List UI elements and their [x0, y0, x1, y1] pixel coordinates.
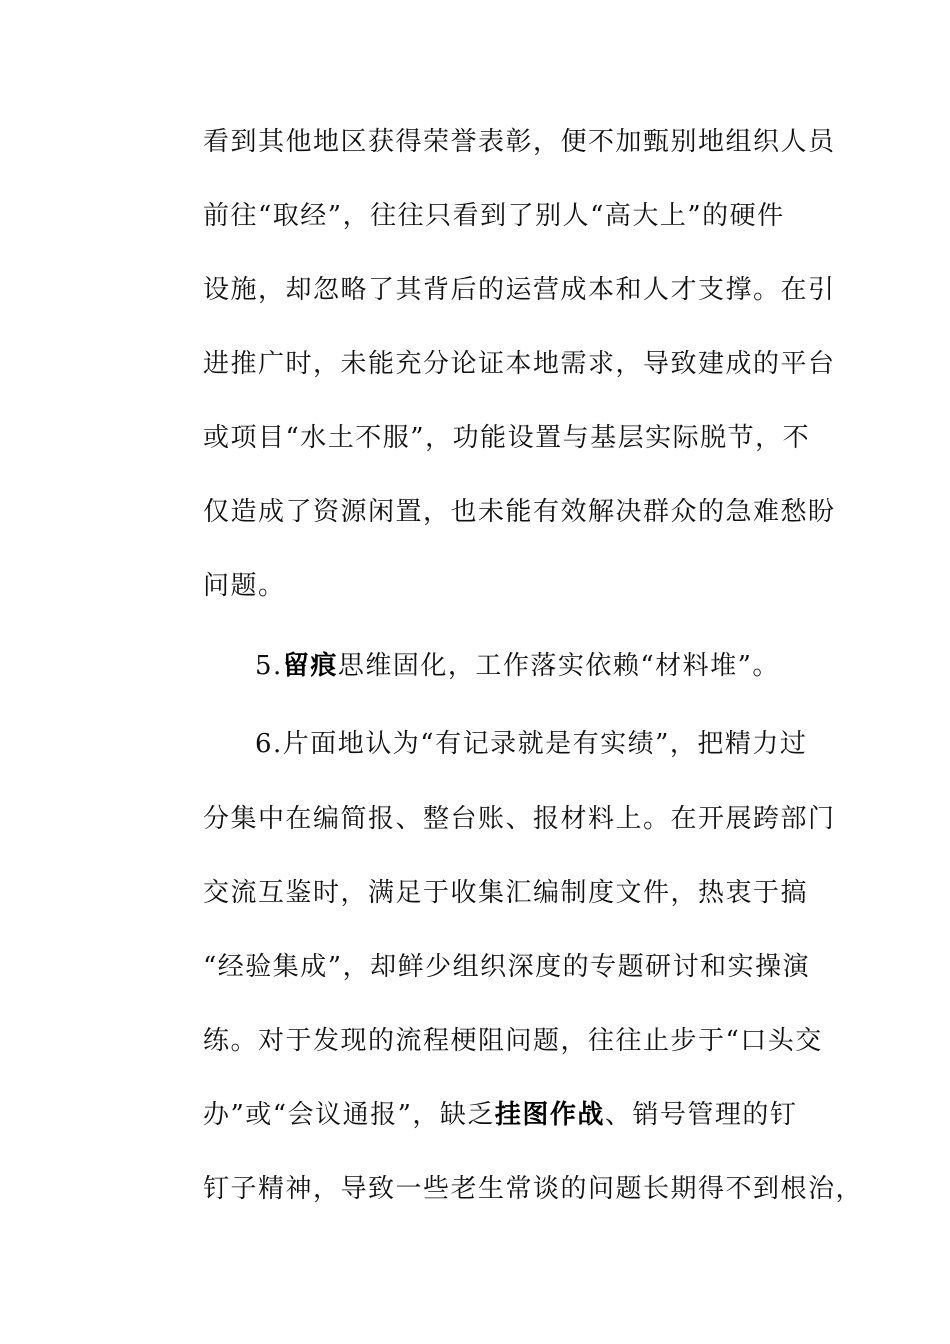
paragraph-line: 分集中在编简报、整台账、报材料上。在开展跨部门 — [203, 804, 836, 834]
text-before-emphasis: 办”或“会议通报”，缺乏 — [203, 1100, 495, 1130]
paragraph-line: 或项目“水土不服”，功能设置与基层实际脱节，不 — [203, 423, 811, 453]
paragraph-line: 问题。 — [203, 571, 286, 601]
section-5-heading — [255, 644, 855, 688]
paragraph-line: 仅造成了资源闲置，也未能有效解决群众的急难愁盼 — [203, 497, 836, 527]
paragraph-line: 练。对于发现的流程梗阻问题，往往止步于“口头交 — [203, 1026, 823, 1056]
inline-emphasis: 挂图作战 — [494, 1100, 605, 1130]
paragraph-line: 进推广时，未能充分论证本地需求，导致建成的平台 — [203, 349, 836, 379]
section-emphasis: 留痕 — [282, 651, 338, 681]
section-heading-text: 思维固化，工作落实依赖“材料堆”。 — [337, 651, 780, 681]
paragraph-line: “经验集成”，却鲜少组织深度的专题研讨和实操演 — [203, 952, 811, 982]
section-6-first-line: 6.片面地认为“有记录就是有实绩”，把精力过 — [255, 729, 808, 759]
text-after-emphasis: 、销号管理的钉 — [604, 1100, 798, 1130]
paragraph-line: 前往“取经”，往往只看到了别人“高大上”的硬件 — [203, 201, 785, 231]
paragraph-line: 交流互鉴时，满足于收集汇编制度文件，热衷于搞 — [203, 878, 809, 908]
paragraph-line: 看到其他地区获得荣誉表彰，便不加甄别地组织人员 — [203, 127, 836, 157]
paragraph-line: 设施，却忽略了其背后的运营成本和人才支撑。在引 — [203, 275, 836, 305]
section-number: 5. — [255, 651, 283, 681]
paragraph-line: 钉子精神，导致一些老生常谈的问题长期得不到根治， — [203, 1174, 864, 1204]
paragraph-line-with-emphasis — [203, 1093, 803, 1137]
